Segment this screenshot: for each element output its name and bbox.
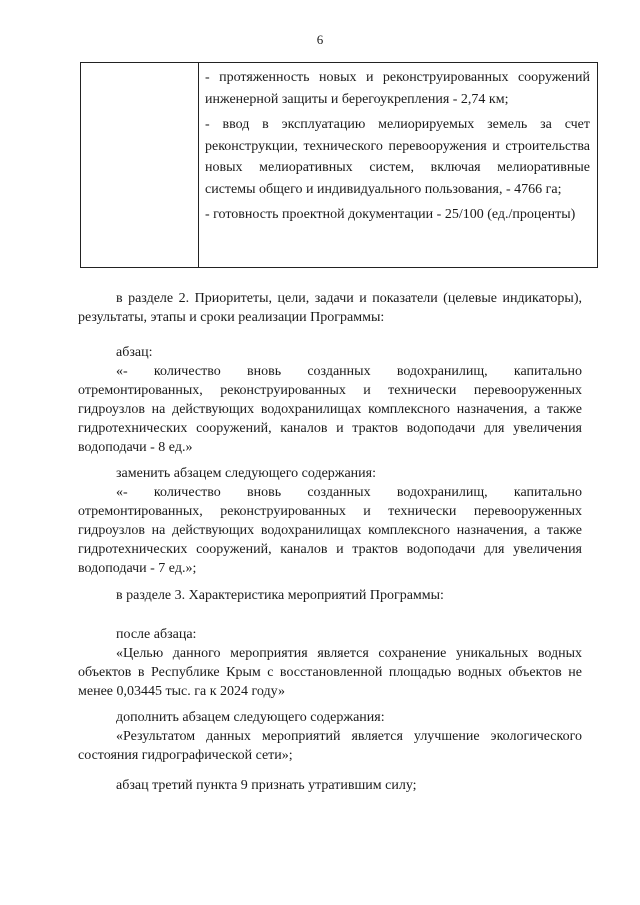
table-item-design-readiness: - готовность проектной документации - 25/100 (ед./проценты) — [205, 207, 576, 222]
new-paragraph-text: «- количество вновь созданных водохранилищ, капитально отремонтированных, реконструированных и технически перевооруженных гидроузлов на действующих водохранилищах комплексного назначения, а также гидротехнических сооружений, каналов и трактов водоподачи для увеличения водоподачи - 7 ед.»; — [78, 485, 582, 576]
final-paragraph-text: абзац третий пункта 9 признать утратившим силу; — [116, 778, 417, 793]
replace-label: заменить абзацем следующего содержания: — [116, 466, 376, 481]
section3-intro: в разделе 3. Характеристика мероприятий Программы: — [116, 588, 444, 603]
old-text-block — [78, 362, 582, 457]
indicator-table — [80, 62, 598, 268]
final-text-block — [116, 776, 582, 795]
old-paragraph-text: «- количество вновь созданных водохранилищ, капитально отремонтированных, реконструированных и технически перевооруженных гидроузлов на действующих водохранилищах комплексного назначения, а также гидротехнических сооружений, каналов и трактов водоподачи для увеличения водоподачи - 8 ед.» — [78, 364, 582, 455]
after-text-block — [78, 644, 582, 701]
table-item-land-reclamation: - ввод в эксплуатацию мелиорируемых земель за счет реконструкции, технического перевооружения и строительства новых мелиоративных систем, включая мелиоративные системы общего и индивидуального пользования, - 4766 га; — [205, 117, 590, 197]
after-label-block — [116, 625, 582, 644]
add-text-block — [78, 727, 582, 765]
table-column-divider — [198, 63, 199, 267]
after-label: после абзаца: — [116, 627, 197, 642]
after-paragraph-text: «Целью данного мероприятия является сохранение уникальных водных объектов в Республике Крым с восстановленной площадью водных объектов не менее 0,03445 тыс. га к 2024 году» — [78, 646, 582, 699]
add-label: дополнить абзацем следующего содержания: — [116, 710, 385, 725]
abzac-label: абзац: — [116, 345, 153, 360]
section2-intro: в разделе 2. Приоритеты, цели, задачи и показатели (целевые индикаторы), результаты, этапы и сроки реализации Программы: — [78, 291, 582, 325]
new-text-block — [78, 483, 582, 578]
abzac-label-block — [116, 343, 582, 362]
section3-intro-block — [116, 586, 582, 605]
section2-intro-block — [78, 289, 582, 327]
table-cell-indicators — [205, 67, 590, 230]
replace-label-block — [116, 464, 582, 483]
add-paragraph-text: «Результатом данных мероприятий является улучшение экологического состояния гидрографической сети»; — [78, 729, 582, 763]
table-item-protection-length: - протяженность новых и реконструированных сооружений инженерной защиты и берегоукрепления - 2,74 км; — [205, 70, 590, 107]
page-number: 6 — [316, 32, 324, 47]
add-label-block — [116, 708, 582, 727]
